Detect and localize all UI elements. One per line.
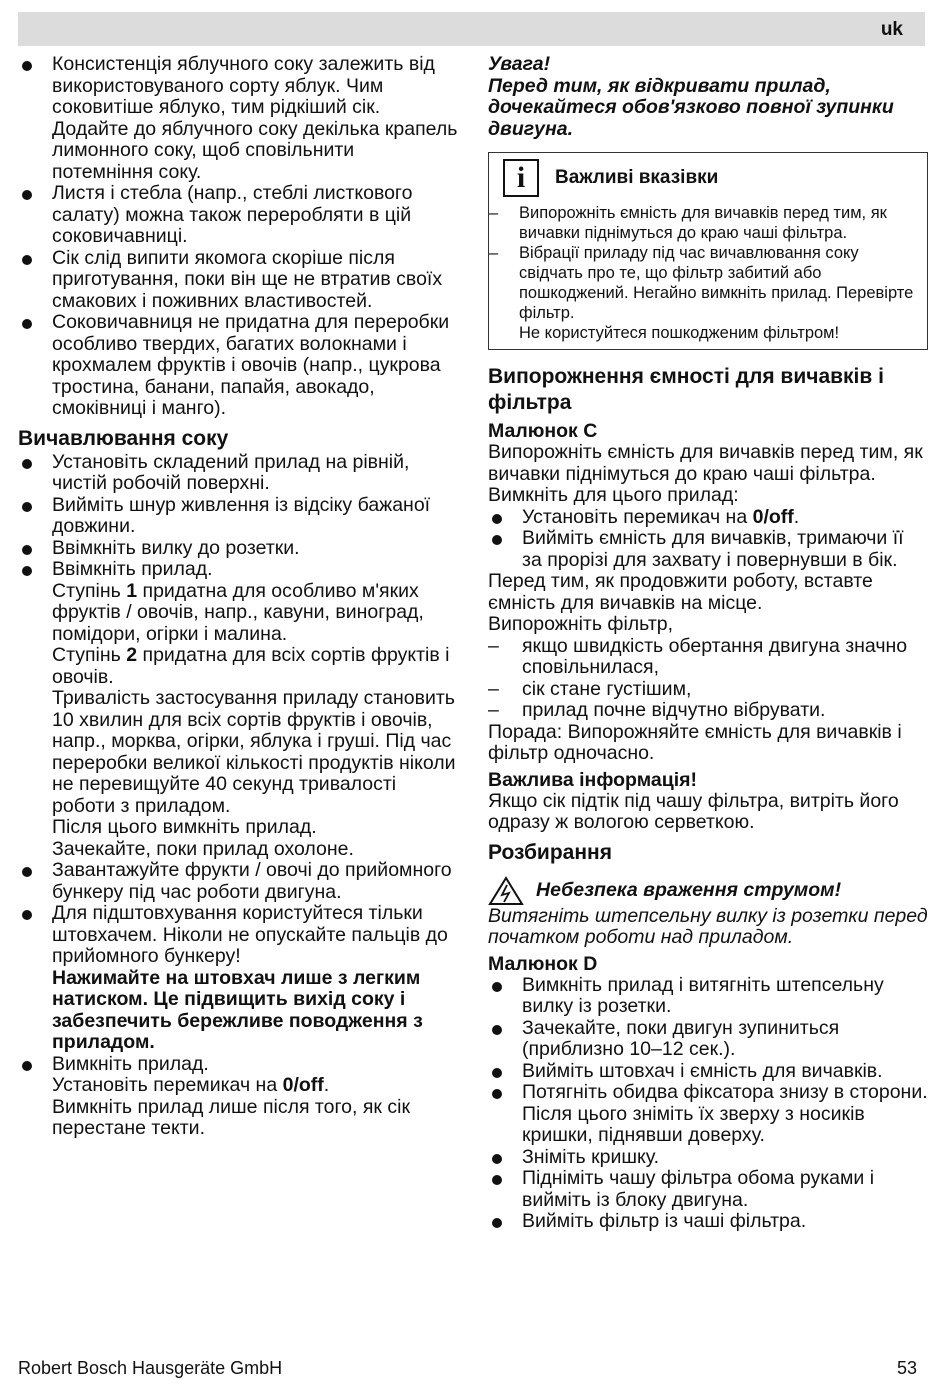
language-code: uk	[880, 19, 903, 40]
list-item: Соковичавниця не придатна для переробки особливо твердих, багатих волокнами і крохмалем фруктів і овочів (напр., цукрова тростина, банани, папайя, авокадо, смоківниці і манго).	[18, 312, 460, 420]
footer-company: Robert Bosch Hausgeräte GmbH	[18, 1358, 283, 1378]
figure-c-label: Малюнок C	[488, 420, 598, 442]
warning-triangle-icon	[488, 876, 524, 906]
pusher-bold-text: Нажимайте на штовхач лише з легким натиском. Це підвищить вихід соку і забезпечить бережливе поводження з приладом.	[52, 966, 423, 1053]
danger-text: Витягніть штепсельну вилку із розетки перед початком роботи над приладом.	[488, 904, 928, 948]
section-heading-disassembly: Розбирання	[488, 840, 612, 864]
speed-number: 1	[126, 579, 138, 602]
empty-intro: Випорожніть ємність для вичавків перед тим, як вичавки піднімуться до краю чаші фільтра. Вимкніть для цього прилад:	[488, 441, 923, 506]
switch-value: 0/off	[282, 1074, 324, 1096]
list-item-switch-off	[18, 1054, 460, 1140]
list-item: Зачекайте, поки двигун зупиниться (приблизно 10–12 сек.).	[488, 1018, 928, 1061]
speed-label: Ступінь	[52, 644, 127, 666]
caution-text: Перед тим, як відкривати прилад, дочекайтеся обов'язково повної зупинки двигуна.	[488, 74, 894, 140]
list-item: Вимкніть прилад і витягніть штепсельну вилку із розетки.	[488, 975, 928, 1018]
important-notes-box	[488, 152, 928, 350]
note-last-line: Не користуйтеся пошкодженим фільтром!	[519, 324, 840, 342]
figure-d-label: Малюнок D	[488, 952, 598, 975]
header-bar	[18, 12, 925, 46]
dash-item: – сік стане густішим,	[488, 679, 928, 701]
section-heading-emptying: Випорожнення ємності для вичавків і фільтра	[488, 365, 884, 414]
list-item: Установіть складений прилад на рівній, чистій робочій поверхні.	[18, 452, 460, 495]
list-item-speed	[18, 559, 460, 860]
danger-row	[488, 876, 928, 906]
caution-title: Увага!	[488, 53, 551, 75]
list-item: Вийміть ємність для вичавків, тримаючи її за прорізі для захвату і повернувши в бік.	[488, 528, 928, 571]
note-title: Важливі вказівки	[555, 167, 719, 188]
switch-on-text: Ввімкніть прилад.	[52, 558, 213, 580]
switch-punct: .	[323, 1074, 330, 1096]
continue-text: Перед тим, як продовжити роботу, вставте ємність для вичавків на місце.	[488, 570, 873, 614]
speed-2-text	[52, 645, 460, 688]
note-header	[503, 159, 921, 197]
list-item: Консистенція яблучного соку залежить від використовуваного сорту яблук. Чим соковитіше яблуко, тим рідкіший сік. Додайте до яблучного соку декілька крапель лимонного соку, щоб сповільнити потемніння соку.	[18, 54, 460, 183]
switch-position-text	[52, 1075, 460, 1097]
list-item: Завантажуйте фрукти / овочі до прийомного бункеру під час роботи двигуна.	[18, 860, 460, 903]
speed-1-text	[52, 581, 460, 646]
switch-label: Установіть перемикач на	[52, 1074, 283, 1096]
dash-item: – якщо швидкість обертання двигуна значно сповільнилася,	[488, 636, 928, 679]
speed-desc: придатна для особливо м'яких фруктів / овочів, напр., кавуни, виноград, помідори, огірки і малина.	[52, 579, 424, 645]
list-item	[488, 507, 928, 529]
list-item: Підніміть чашу фільтра обома руками і вийміть із блоку двигуна.	[488, 1168, 928, 1211]
list-item: Ввімкніть вилку до розетки.	[18, 538, 460, 560]
speed-desc: придатна для всіх сортів фруктів і овочів.	[52, 644, 450, 688]
empty-filter-text: Випорожніть фільтр,	[488, 613, 674, 635]
tip-text: Порада: Випорожняйте ємність для вичавків і фільтр одночасно.	[488, 720, 902, 764]
switch-off-text: Вимкніть прилад.	[52, 1052, 209, 1075]
list-item: Потягніть обидва фіксатора знизу в сторони. Після цього зніміть їх зверху з носиків кришки, піднявши доверху.	[488, 1082, 928, 1147]
pusher-text: Для підштовхування користуйтеся тільки штовхачем. Ніколи не опускайте пальців до прийомного бункеру!	[52, 902, 448, 967]
list-item: Сік слід випити якомога скоріше після приготування, поки він ще не втратив своїх смакових і поживних властивостей.	[18, 248, 460, 313]
list-item-pusher	[18, 903, 460, 1054]
dash-item: – прилад почне відчутно вібрувати.	[488, 700, 928, 722]
speed-label: Ступінь	[52, 579, 127, 602]
list-item: Зніміть кришку.	[488, 1147, 928, 1169]
section-heading-juicing: Вичавлювання соку	[18, 426, 229, 450]
switch-value: 0/off	[752, 505, 794, 528]
danger-title: Небезпека враження струмом!	[536, 878, 842, 901]
switch-punct: .	[793, 505, 800, 528]
list-item: Вийміть фільтр із чаші фільтра.	[488, 1211, 928, 1233]
list-item: Вийміть штовхач і ємність для вичавків.	[488, 1061, 928, 1083]
wait-text: Зачекайте, поки прилад охолоне.	[52, 837, 354, 860]
list-item: Вийміть шнур живлення із відсіку бажаної довжини.	[18, 495, 460, 538]
list-item: Листя і стебла (напр., стеблі листкового салату) можна також переробляти в цій соковичавниці.	[18, 183, 460, 248]
note-item: – Вібрації приладу під час вичавлювання соку свідчать про те, що фільтр забитий або пошкоджений. Негайно вимкніть прилад. Перевірте фільтр.	[489, 243, 921, 323]
speed-number: 2	[126, 644, 138, 666]
after-text: Після цього вимкніть прилад.	[52, 816, 317, 838]
right-column	[488, 54, 928, 1233]
duration-text: Тривалість застосування приладу становить 10 хвилин для всіх сортів фруктів і овочів, напр., морква, огірки, яблука і груші. Під час переробки великої кількості продуктів ніколи не перевищуйте 40 секунд тривалості роботи з приладом.	[52, 687, 456, 817]
left-column	[18, 54, 460, 1140]
important-text: Якщо сік підтік під чашу фільтра, витріть його одразу ж вологою серветкою.	[488, 789, 899, 833]
stop-text: Вимкніть прилад лише після того, як сік перестане текти.	[52, 1095, 410, 1139]
note-item: – Випорожніть ємність для вичавків перед тим, як вичавки піднімуться до краю чаші фільтра.	[489, 203, 921, 243]
switch-label: Установіть перемикач на	[522, 505, 753, 528]
page-number: 53	[896, 1358, 917, 1378]
info-icon: i	[503, 159, 539, 197]
important-heading: Важлива інформація!	[488, 768, 697, 791]
